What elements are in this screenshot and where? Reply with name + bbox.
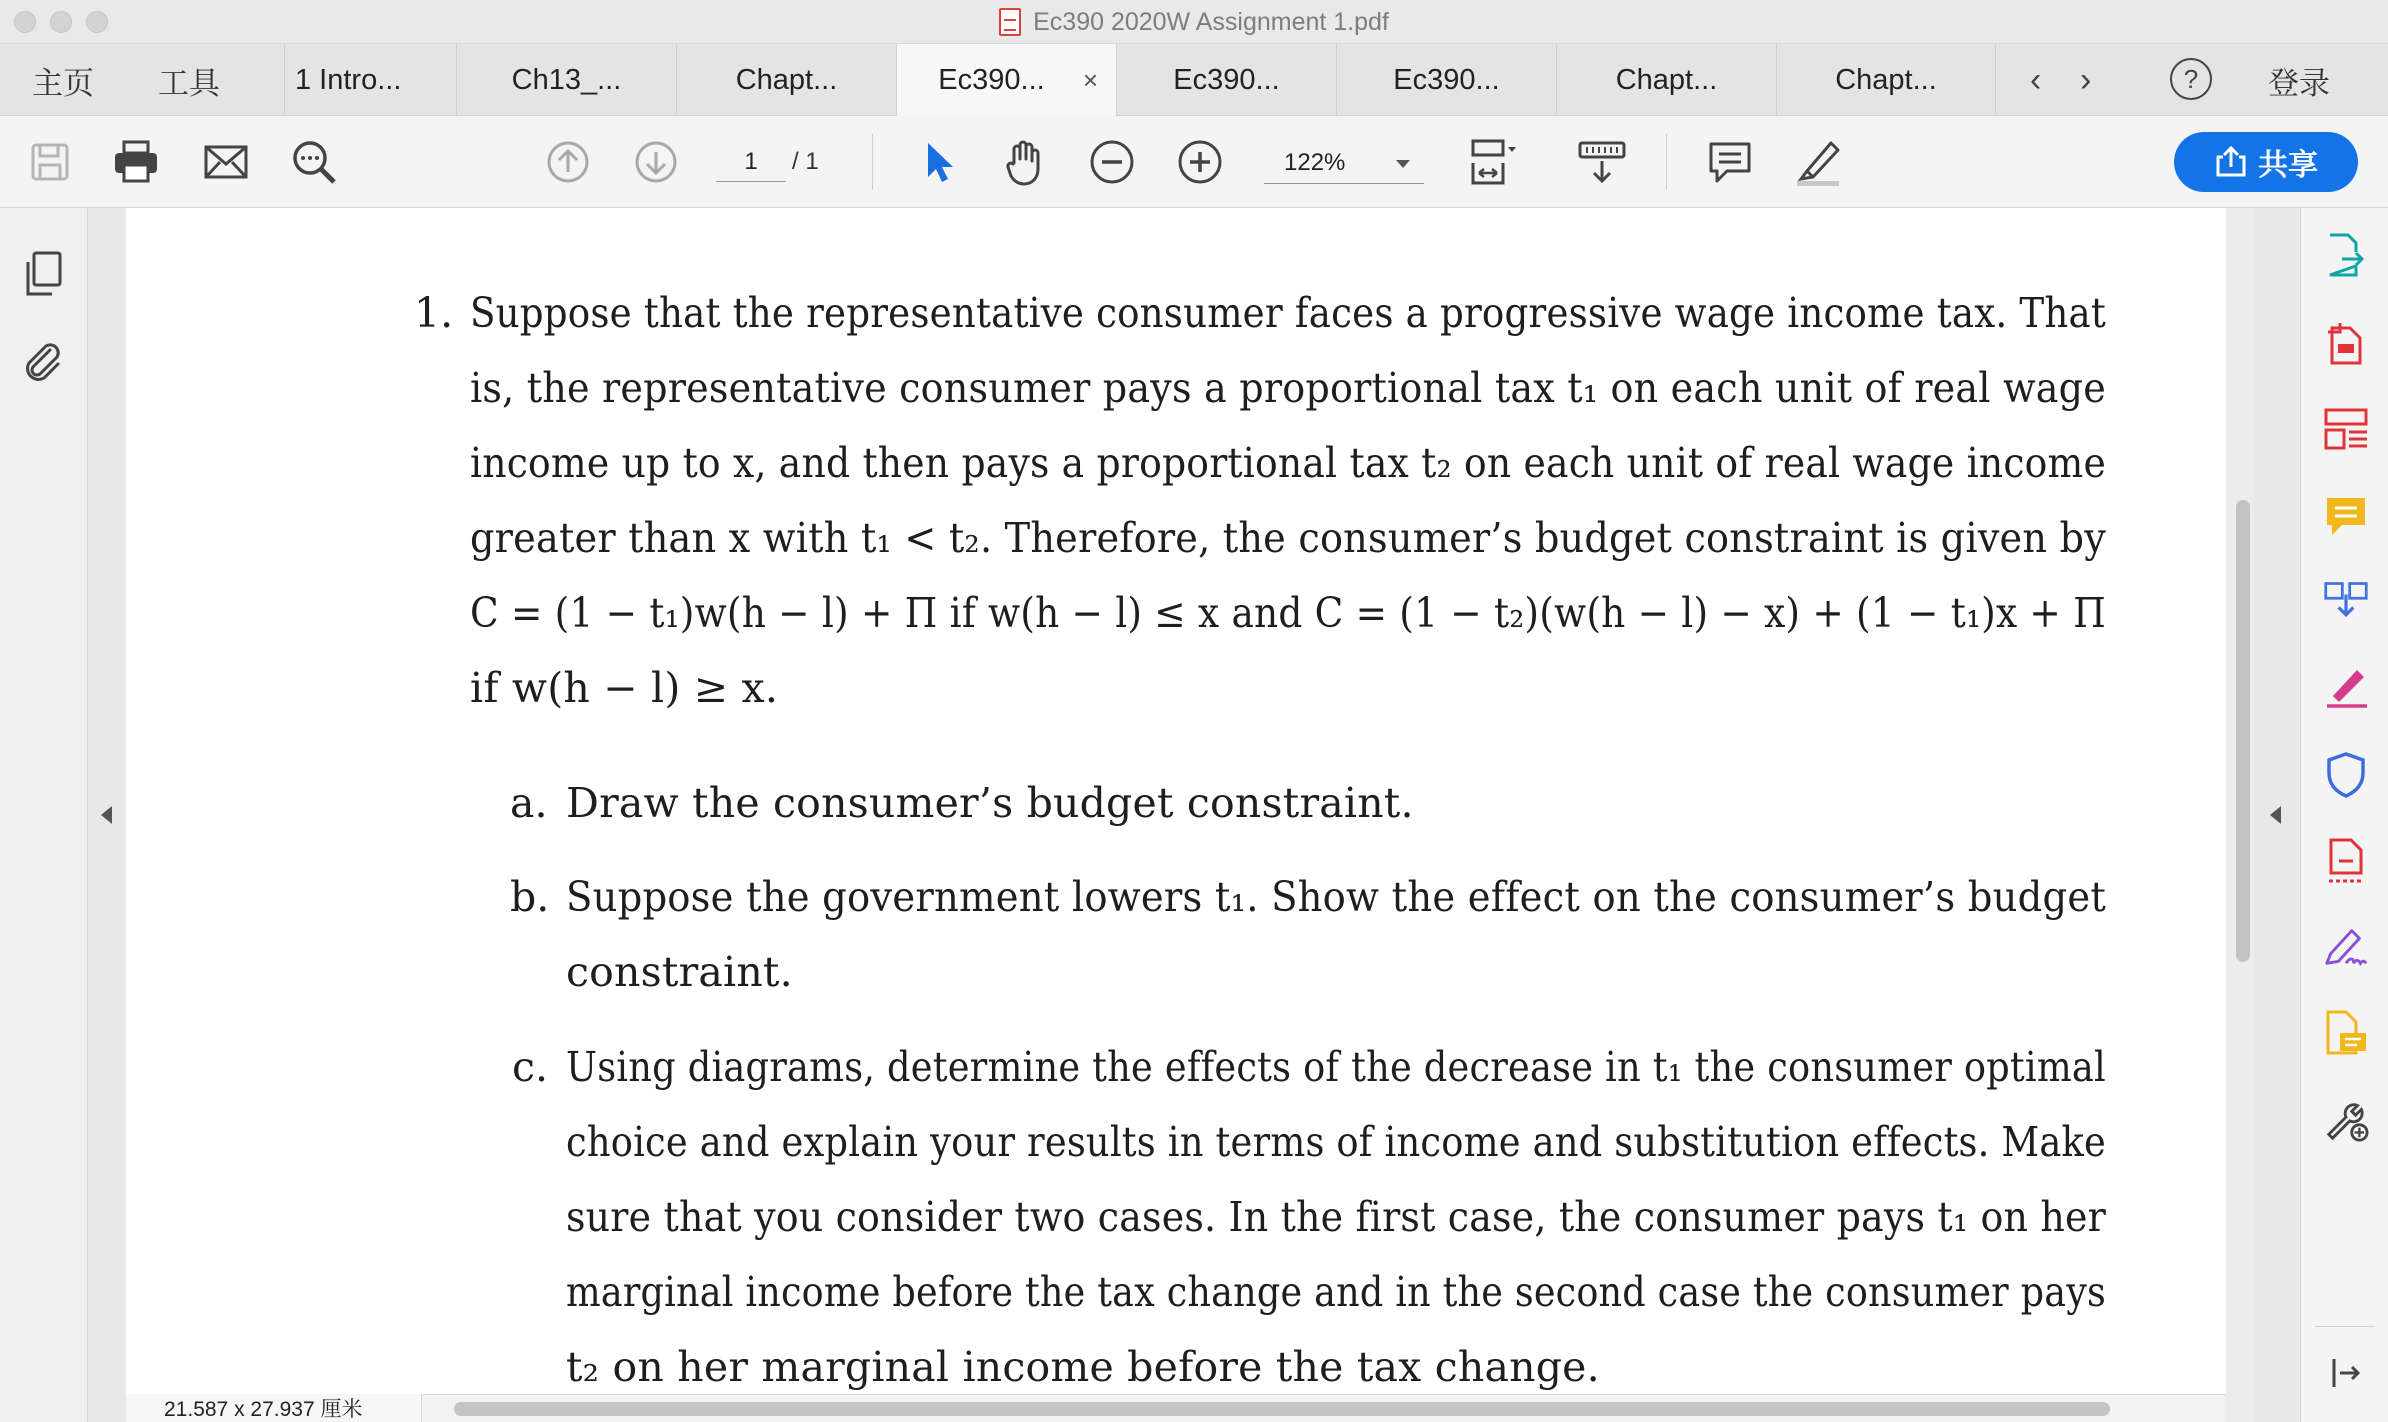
part-b-label: b. (510, 873, 550, 921)
tab-document-6[interactable] (1336, 44, 1556, 116)
page-number-input[interactable]: 1 (716, 142, 786, 182)
tab-document-3[interactable] (676, 44, 896, 116)
horizontal-scrollbar[interactable] (454, 1402, 2110, 1416)
create-pdf-icon[interactable] (2323, 320, 2369, 366)
toolbar-divider (1666, 134, 1667, 190)
scroll-mode-icon[interactable] (1574, 134, 1630, 190)
window-titlebar (0, 0, 2388, 44)
share-button[interactable] (2174, 132, 2358, 192)
fit-page-icon[interactable] (1464, 134, 1520, 190)
print-icon[interactable] (108, 134, 164, 190)
combine-files-icon[interactable] (2323, 578, 2369, 624)
part-c-text (566, 1030, 2292, 1405)
tab-label: Chapt... (1835, 63, 1937, 96)
organize-pages-icon[interactable] (2323, 406, 2369, 452)
send-review-icon[interactable] (2323, 838, 2369, 884)
pdf-file-icon (999, 8, 1021, 36)
text-line: marginal income before the tax change and in the second case the consumer pays (566, 1268, 2106, 1316)
collapse-right-pane-icon[interactable] (2270, 806, 2281, 824)
comment-icon[interactable] (1702, 134, 1758, 190)
text-line: sure that you consider two cases. In the first case, the consumer pays t₁ on her (566, 1193, 2106, 1241)
fill-sign-icon[interactable] (2323, 664, 2369, 710)
text-line: Using diagrams, determine the effects of the decrease in t₁ the consumer optimal (566, 1043, 2106, 1091)
mail-icon[interactable] (198, 134, 254, 190)
save-icon[interactable] (22, 134, 78, 190)
text-line: choice and explain your results in terms of income and substitution effects. Make (566, 1118, 2106, 1166)
text-line: greater than x with t₁ < t₂. Therefore, the consumer’s budget constraint is given by (470, 514, 2106, 562)
tools-nav[interactable]: 工具 (158, 65, 220, 101)
page-size-readout: 21.587 x 27.937 厘米 (126, 1394, 422, 1422)
part-c-label: c. (512, 1043, 548, 1091)
window-title: Ec390 2020W Assignment 1.pdf (1033, 7, 1389, 36)
toolbar-divider (872, 134, 873, 190)
text-line: C = (1 − t₁)w(h − l) + Π if w(h − l) ≤ x and C = (1 − t₂)(w(h − l) − x) + (1 − t₁)x + Π (470, 589, 2106, 637)
page-down-icon[interactable] (628, 134, 684, 190)
vertical-scrollbar[interactable] (2236, 500, 2250, 962)
tab-label: Ec390... (1393, 63, 1500, 96)
comment-icon[interactable] (2323, 494, 2369, 540)
tab-document-7[interactable] (1556, 44, 1776, 116)
collapse-left-pane-icon[interactable] (101, 806, 112, 824)
share-icon (2214, 145, 2248, 179)
page-thumbnails-icon[interactable] (22, 250, 66, 303)
tools-pane (2300, 208, 2388, 1422)
tab-close-icon[interactable]: × (1082, 64, 1098, 95)
tab-bar (0, 44, 2388, 116)
tab-document-5[interactable] (1116, 44, 1336, 116)
help-icon[interactable]: ? (2170, 58, 2212, 100)
more-tools-icon[interactable] (2323, 1096, 2369, 1142)
text-line: Suppose that the representative consumer faces a progressive wage income tax. That (470, 289, 2106, 337)
tab-document-1[interactable] (284, 44, 456, 116)
zoom-out-icon[interactable] (1084, 134, 1140, 190)
tab-prev-icon[interactable]: ‹ (2030, 60, 2042, 99)
collapse-panel-icon[interactable] (2323, 1350, 2369, 1396)
share-label: 共享 (2258, 149, 2318, 182)
edit-pdf-icon[interactable] (2323, 1010, 2369, 1056)
hand-icon[interactable] (998, 134, 1054, 190)
page-total: / 1 (792, 148, 819, 175)
signature-icon[interactable] (2323, 924, 2369, 970)
search-icon[interactable] (286, 134, 342, 190)
tab-label: Ch13_... (511, 63, 622, 96)
tools-pane-divider (2315, 1326, 2375, 1327)
tab-label: Ec390... (938, 63, 1045, 96)
home-nav[interactable]: 主页 (32, 65, 94, 101)
question-number: 1. (414, 289, 454, 337)
text-line: Draw the consumer’s budget constraint. (566, 779, 1414, 827)
tab-label: 1 Intro... (295, 63, 402, 96)
export-pdf-icon[interactable] (2323, 232, 2369, 278)
highlight-pen-icon[interactable] (1790, 134, 1846, 190)
login-button[interactable]: 登录 (2268, 65, 2330, 101)
text-line: is, the representative consumer pays a proportional tax t₁ on each unit of real wage (470, 364, 2106, 412)
part-a-text (566, 766, 1414, 841)
tab-label: Chapt... (735, 63, 838, 96)
page-up-icon[interactable] (540, 134, 596, 190)
text-line: Suppose the government lowers t₁. Show the effect on the consumer’s budget (566, 873, 2106, 921)
select-cursor-icon[interactable] (912, 134, 968, 190)
tab-next-icon[interactable]: › (2080, 60, 2092, 99)
text-line: if w(h − l) ≥ x. (470, 664, 779, 712)
tab-document-active[interactable] (896, 44, 1116, 116)
part-b-text (566, 860, 2205, 1010)
toolbar (0, 116, 2388, 208)
question-1-text (470, 276, 2273, 726)
text-line: income up to x, and then pays a proportional tax t₂ on each unit of real wage income (470, 439, 2106, 487)
part-a-label: a. (510, 779, 548, 827)
text-line: constraint. (566, 948, 793, 996)
text-line: t₂ on her marginal income before the tax change. (566, 1343, 1600, 1391)
attachments-icon[interactable] (20, 338, 66, 389)
zoom-select[interactable]: 122% (1264, 142, 1424, 184)
tab-document-2[interactable] (456, 44, 676, 116)
tab-label: Ec390... (1173, 63, 1280, 96)
zoom-in-icon[interactable] (1172, 134, 1228, 190)
tab-label: Chapt... (1615, 63, 1718, 96)
left-navigation-pane (0, 208, 88, 1422)
tab-document-8[interactable] (1776, 44, 1996, 116)
protect-icon[interactable] (2323, 752, 2369, 798)
